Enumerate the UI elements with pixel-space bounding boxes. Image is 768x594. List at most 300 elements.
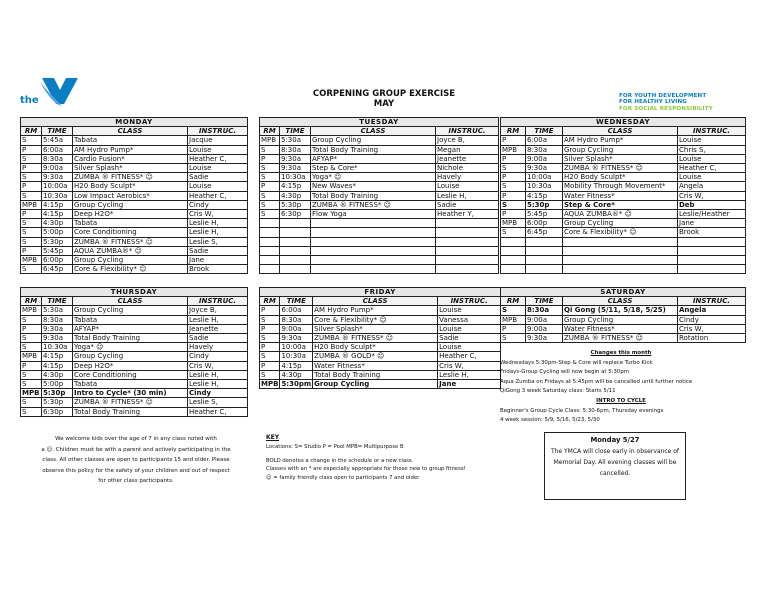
class-cell: Group Cycling [73, 352, 188, 361]
class-cell: AQUA ZUMBA®* ☺ [73, 246, 188, 255]
class-cell: Water Fitness* [313, 361, 438, 370]
table-row [21, 136, 248, 145]
instructor-cell: Leslie S, [188, 237, 248, 246]
time-cell: 6:00a [42, 145, 73, 154]
time-cell [280, 228, 311, 237]
class-cell [311, 265, 436, 274]
time-cell: 9:00a [526, 324, 563, 333]
time-cell: 10:00a [526, 173, 563, 182]
time-cell [280, 219, 311, 228]
time-cell: 4:15p [526, 191, 563, 200]
instructor-cell: Cris W, [678, 191, 746, 200]
table-row [260, 210, 499, 219]
class-cell: Core & Flexibility* ☺ [73, 265, 188, 274]
room-cell: S [21, 191, 42, 200]
time-cell: 6:00p [526, 219, 563, 228]
class-cell: Tabata [73, 380, 188, 389]
instructor-cell [678, 256, 746, 265]
room-cell [501, 265, 526, 274]
table-row [260, 315, 501, 324]
class-cell: Total Body Training [73, 407, 188, 416]
instructor-cell: Leslie S, [188, 398, 248, 407]
column-header: RM [21, 297, 42, 306]
instructor-cell: Jeanette [188, 324, 248, 333]
table-row [21, 380, 248, 389]
time-cell [526, 246, 563, 255]
column-header: TIME [42, 297, 73, 306]
intro-cycle-title: INTRO TO CYCLE [596, 397, 646, 404]
kids-line: We welcome kids over the age of 7 in any class noted with [55, 436, 217, 442]
day-header: MONDAY [21, 118, 248, 127]
instructor-cell: Cindy [678, 315, 746, 324]
table-row [21, 315, 248, 324]
table-row [260, 265, 499, 274]
class-cell: Core & Flexibility* ☺ [313, 315, 438, 324]
time-cell: 5:30p [42, 389, 73, 398]
instructor-cell: Chris S, [678, 145, 746, 154]
class-cell: AFYAP* [73, 324, 188, 333]
room-cell: P [21, 324, 42, 333]
holiday-notice [544, 432, 686, 500]
instructor-cell [436, 265, 499, 274]
instructor-cell: Joyce B, [436, 136, 499, 145]
schedule-saturday [500, 287, 746, 343]
table-row [260, 173, 499, 182]
instructor-cell: Jane [188, 256, 248, 265]
time-cell: 9:30a [42, 173, 73, 182]
table-row [21, 389, 248, 398]
table-row [501, 191, 746, 200]
room-cell: S [260, 352, 280, 361]
room-cell: P [21, 361, 42, 370]
room-cell: S [21, 380, 42, 389]
table-row [21, 407, 248, 416]
schedule-friday [259, 287, 501, 389]
room-cell: S [260, 191, 280, 200]
column-header: CLASS [313, 297, 438, 306]
table-row [260, 164, 499, 173]
table-row [260, 343, 501, 352]
class-cell: Group Cycling [311, 136, 436, 145]
instructor-cell: Sadie [438, 334, 501, 343]
time-cell: 9:30a [280, 154, 311, 163]
class-cell: Step & Core* [563, 200, 678, 209]
room-cell: MPB [261, 380, 279, 389]
day-header: WEDNESDAY [501, 118, 746, 127]
instructor-cell: Louise [678, 173, 746, 182]
class-cell: Silver Splash* [73, 164, 188, 173]
holiday-line: The YMCA will close early in observance of [550, 448, 680, 455]
table-row [260, 237, 499, 246]
class-cell: AQUA ZUMBA®* ☺ [563, 210, 678, 219]
time-cell: 6:30p [280, 210, 311, 219]
table-row [260, 324, 501, 333]
column-header: CLASS [563, 127, 678, 136]
key-family-note: ☺ = family friendly class open to participants 7 and older [266, 475, 420, 482]
time-cell: 4:15p [42, 210, 73, 219]
table-row [501, 334, 746, 343]
table-row [21, 237, 248, 246]
schedule-tuesday [259, 117, 499, 274]
time-cell: 4:30p [42, 219, 73, 228]
room-cell: S [260, 315, 280, 324]
instructor-cell: Louise [188, 164, 248, 173]
instructor-cell [678, 237, 746, 246]
room-cell: P [260, 182, 280, 191]
column-header: TIME [280, 127, 311, 136]
change-line: Fridays-Group Cycling will now begin at 5:30pm [500, 369, 630, 376]
table-row [501, 136, 746, 145]
room-cell: S [501, 200, 526, 209]
instructor-cell: Brook [188, 265, 248, 274]
room-cell: S [260, 200, 280, 209]
class-cell: Group Cycling [73, 200, 188, 209]
day-header: TUESDAY [260, 118, 499, 127]
table-row [260, 191, 499, 200]
class-cell: Group Cycling [563, 315, 678, 324]
class-cell: Total Body Training [311, 191, 436, 200]
class-cell: Silver Splash* [563, 154, 678, 163]
room-cell: S [21, 315, 42, 324]
room-cell: S [260, 370, 280, 379]
instructor-cell: Cris W, [188, 361, 248, 370]
instructor-cell: Sadie [188, 334, 248, 343]
room-cell [501, 246, 526, 255]
class-cell: Group Cycling [563, 145, 678, 154]
instructor-cell: Louise [438, 324, 501, 333]
time-cell: 5:30p [42, 398, 73, 407]
instructor-cell: Heather C, [188, 154, 248, 163]
time-cell: 8:30a [42, 154, 73, 163]
ymca-tagline [619, 93, 713, 112]
table-row [501, 265, 746, 274]
class-cell: Water Fitness* [563, 191, 678, 200]
time-cell: 4:30p [42, 370, 73, 379]
class-cell [563, 237, 678, 246]
instructor-cell: Leslie H, [436, 191, 499, 200]
time-cell: 5:00p [42, 228, 73, 237]
time-cell: 5:00p [42, 380, 73, 389]
table-row [501, 164, 746, 173]
class-cell: Core Conditioning [73, 370, 188, 379]
instructor-cell: Havely [188, 343, 248, 352]
table-row [501, 145, 746, 154]
table-row [21, 306, 248, 315]
class-cell: H20 Body Sculpt* [313, 343, 438, 352]
room-cell: S [501, 182, 526, 191]
column-header: INSTRUC. [188, 127, 248, 136]
column-header: INSTRUC. [438, 297, 501, 306]
class-cell: ZUMBA ® FITNESS* ☺ [73, 237, 188, 246]
room-cell: S [21, 407, 42, 416]
instructor-cell: Jacque [188, 136, 248, 145]
instructor-cell: Deb [678, 200, 746, 209]
instructor-cell: Louise [436, 182, 499, 191]
tagline-1: FOR YOUTH DEVELOPMENT [619, 93, 707, 99]
room-cell: P [501, 136, 526, 145]
room-cell [501, 237, 526, 246]
time-cell: 4:15p [280, 182, 311, 191]
class-cell: ZUMBA ® FITNESS* ☺ [313, 334, 438, 343]
room-cell: P [501, 210, 526, 219]
table-row [501, 324, 746, 333]
class-cell: ZUMBA ® FITNESS* ☺ [563, 334, 678, 343]
time-cell: 10:30a [42, 343, 73, 352]
table-row [501, 154, 746, 163]
room-cell: S [21, 370, 42, 379]
instructor-cell: Jane [438, 380, 501, 389]
instructor-cell: Cindy [188, 352, 248, 361]
room-cell: P [260, 306, 280, 315]
room-cell: S [501, 164, 526, 173]
class-cell [311, 219, 436, 228]
column-header: INSTRUC. [188, 297, 248, 306]
time-cell: 5:30pm [281, 380, 312, 389]
cycle-line: Beginner's Group Cycle Class: 5:30-6pm, Thursday evenings [500, 407, 664, 414]
instructor-cell: Louise [438, 306, 501, 315]
table-row [501, 306, 746, 315]
room-cell: MPB [260, 136, 280, 145]
room-cell [260, 228, 280, 237]
room-cell: MPB [21, 200, 42, 209]
table-row [21, 228, 248, 237]
table-row [260, 219, 499, 228]
instructor-cell: Nichole [436, 164, 499, 173]
room-cell: MPB [501, 315, 526, 324]
room-cell: P [21, 210, 42, 219]
instructor-cell: Joyce B, [188, 306, 248, 315]
table-row [260, 182, 499, 191]
room-cell: S [501, 228, 526, 237]
instructor-cell: Cris W, [188, 210, 248, 219]
room-cell: S [501, 334, 526, 343]
time-cell [280, 265, 311, 274]
instructor-cell [436, 246, 499, 255]
room-cell [260, 246, 280, 255]
class-cell: AM Hydro Pump* [313, 306, 438, 315]
instructor-cell: Heather C, [438, 352, 501, 361]
change-line: QiGong 3 week Saturday class: Starts 5/11 [500, 388, 616, 395]
class-cell: Group Cycling [313, 380, 438, 389]
kids-line: observe this policy for the safety of your children and out of respect [42, 467, 230, 474]
class-cell: Tabata [73, 136, 188, 145]
time-cell: 9:30a [280, 334, 313, 343]
instructor-cell: Cris W, [438, 361, 501, 370]
time-cell: 6:00p [42, 256, 73, 265]
room-cell: S [501, 306, 526, 315]
room-cell: P [260, 343, 280, 352]
instructor-cell: Cindy [188, 389, 248, 398]
room-cell: P [260, 154, 280, 163]
class-cell: Core & Flexibility* ☺ [563, 228, 678, 237]
class-cell: H20 Body Sculpt* [563, 173, 678, 182]
instructor-cell: Angela [678, 306, 746, 315]
instructor-cell: Louise [188, 182, 248, 191]
room-cell [501, 256, 526, 265]
room-cell [260, 219, 280, 228]
table-row [21, 265, 248, 274]
time-cell: 9:30a [526, 164, 563, 173]
room-cell: P [501, 191, 526, 200]
time-cell: 5:30p [526, 200, 563, 209]
table-row [260, 306, 501, 315]
table-row [501, 237, 746, 246]
time-cell [280, 237, 311, 246]
class-cell: Intro to Cycle* (30 min) [73, 389, 188, 398]
class-cell: H20 Body Sculpt* [73, 182, 188, 191]
table-row [501, 228, 746, 237]
table-row [260, 154, 499, 163]
table-row [21, 219, 248, 228]
column-header: RM [21, 127, 42, 136]
room-cell: S [260, 334, 280, 343]
table-row [260, 361, 501, 370]
class-cell: Group Cycling [563, 219, 678, 228]
table-row [260, 246, 499, 255]
room-cell: MPB [21, 306, 42, 315]
time-cell: 5:45p [42, 246, 73, 255]
time-cell: 6:00a [280, 306, 313, 315]
day-header: THURSDAY [21, 288, 248, 297]
class-cell: AFYAP* [311, 154, 436, 163]
room-cell [260, 237, 280, 246]
instructor-cell: Havely [436, 173, 499, 182]
class-cell: ZUMBA ® GOLD* ☺ [313, 352, 438, 361]
time-cell: 9:30a [280, 164, 311, 173]
column-header: RM [260, 127, 280, 136]
class-cell [311, 246, 436, 255]
time-cell: 9:00a [280, 324, 313, 333]
class-cell: ZUMBA ® FITNESS* ☺ [73, 173, 188, 182]
holiday-line: cancelled. [599, 470, 631, 477]
time-cell: 10:30a [280, 173, 311, 182]
time-cell: 8:30a [526, 145, 563, 154]
time-cell: 6:00a [526, 136, 563, 145]
class-cell [311, 228, 436, 237]
time-cell: 4:15p [42, 200, 73, 209]
column-header: TIME [42, 127, 73, 136]
room-cell: MPB [21, 352, 42, 361]
page-title: CORPENING GROUP EXERCISE [312, 89, 456, 99]
room-cell: S [21, 154, 42, 163]
class-cell: Low Impact Aerobics* [73, 191, 188, 200]
table-row [21, 361, 248, 370]
table-row [260, 200, 499, 209]
table-row [21, 352, 248, 361]
table-row [21, 370, 248, 379]
day-header: SATURDAY [501, 288, 746, 297]
holiday-line: Memorial Day. All evening classes will be [553, 459, 677, 466]
table-row [260, 136, 499, 145]
instructor-cell: Vanessa [438, 315, 501, 324]
table-row [21, 191, 248, 200]
instructor-cell: Louise [678, 136, 746, 145]
time-cell: 8:30a [526, 306, 563, 315]
class-cell: Flow Yoga [311, 210, 436, 219]
room-cell: MPB [21, 256, 42, 265]
column-header: CLASS [311, 127, 436, 136]
room-cell: S [21, 265, 42, 274]
class-cell: Group Cycling [73, 306, 188, 315]
table-row [260, 145, 499, 154]
time-cell: 9:30a [42, 324, 73, 333]
class-cell: Water Fitness* [563, 324, 678, 333]
instructor-cell: Angela [678, 182, 746, 191]
class-cell: Tabata [73, 219, 188, 228]
room-cell: S [260, 173, 280, 182]
room-cell: S [21, 343, 42, 352]
class-cell: Total Body Training [73, 334, 188, 343]
table-row [21, 334, 248, 343]
time-cell: 5:30p [42, 237, 73, 246]
changes-title: Changes this month [590, 350, 652, 356]
class-cell: ZUMBA ® FITNESS* ☺ [73, 398, 188, 407]
room-cell: P [501, 324, 526, 333]
key-title: KEY [266, 434, 280, 441]
column-header: CLASS [73, 127, 188, 136]
instructor-cell: Heather Y, [436, 210, 499, 219]
class-cell [563, 256, 678, 265]
time-cell [280, 246, 311, 255]
table-row [260, 370, 501, 379]
instructor-cell [436, 256, 499, 265]
instructor-cell: Leslie H, [438, 370, 501, 379]
time-cell: 9:30a [42, 334, 73, 343]
table-row [21, 210, 248, 219]
room-cell: P [21, 164, 42, 173]
room-cell: S [260, 210, 280, 219]
logo-the-text: the [20, 95, 39, 106]
instructor-cell: Sadie [436, 200, 499, 209]
room-cell: S [260, 164, 280, 173]
time-cell: 10:00a [280, 343, 313, 352]
time-cell: 5:45a [42, 136, 73, 145]
class-cell: AM Hydro Pump* [73, 145, 188, 154]
table-row [21, 154, 248, 163]
time-cell: 6:30p [42, 407, 73, 416]
time-cell [526, 237, 563, 246]
column-header: INSTRUC. [678, 297, 746, 306]
time-cell [526, 265, 563, 274]
time-cell: 6:45p [42, 265, 73, 274]
class-cell: Deep H2O* [73, 361, 188, 370]
room-cell [260, 265, 280, 274]
table-row [501, 246, 746, 255]
class-cell: AM Hydro Pump* [563, 136, 678, 145]
table-row [21, 173, 248, 182]
time-cell: 9:00a [42, 164, 73, 173]
kids-policy-note [22, 434, 250, 487]
column-header: INSTRUC. [436, 127, 499, 136]
instructor-cell: Brook [678, 228, 746, 237]
time-cell: 9:00a [526, 315, 563, 324]
time-cell: 10:30a [526, 182, 563, 191]
time-cell [280, 256, 311, 265]
column-header: RM [260, 297, 280, 306]
instructor-cell: Rotation [678, 334, 746, 343]
column-header: RM [501, 127, 526, 136]
key-bold-note: BOLD denotes a change in the schedule or a new class. [266, 457, 414, 464]
room-cell: S [21, 219, 42, 228]
schedule-monday [20, 117, 248, 274]
time-cell: 6:45p [526, 228, 563, 237]
class-cell [563, 265, 678, 274]
table-row [501, 210, 746, 219]
room-cell: S [21, 398, 42, 407]
instructor-cell: Leslie H, [188, 380, 248, 389]
time-cell: 4:30p [280, 191, 311, 200]
class-cell: ZUMBA ® FITNESS* ☺ [563, 164, 678, 173]
